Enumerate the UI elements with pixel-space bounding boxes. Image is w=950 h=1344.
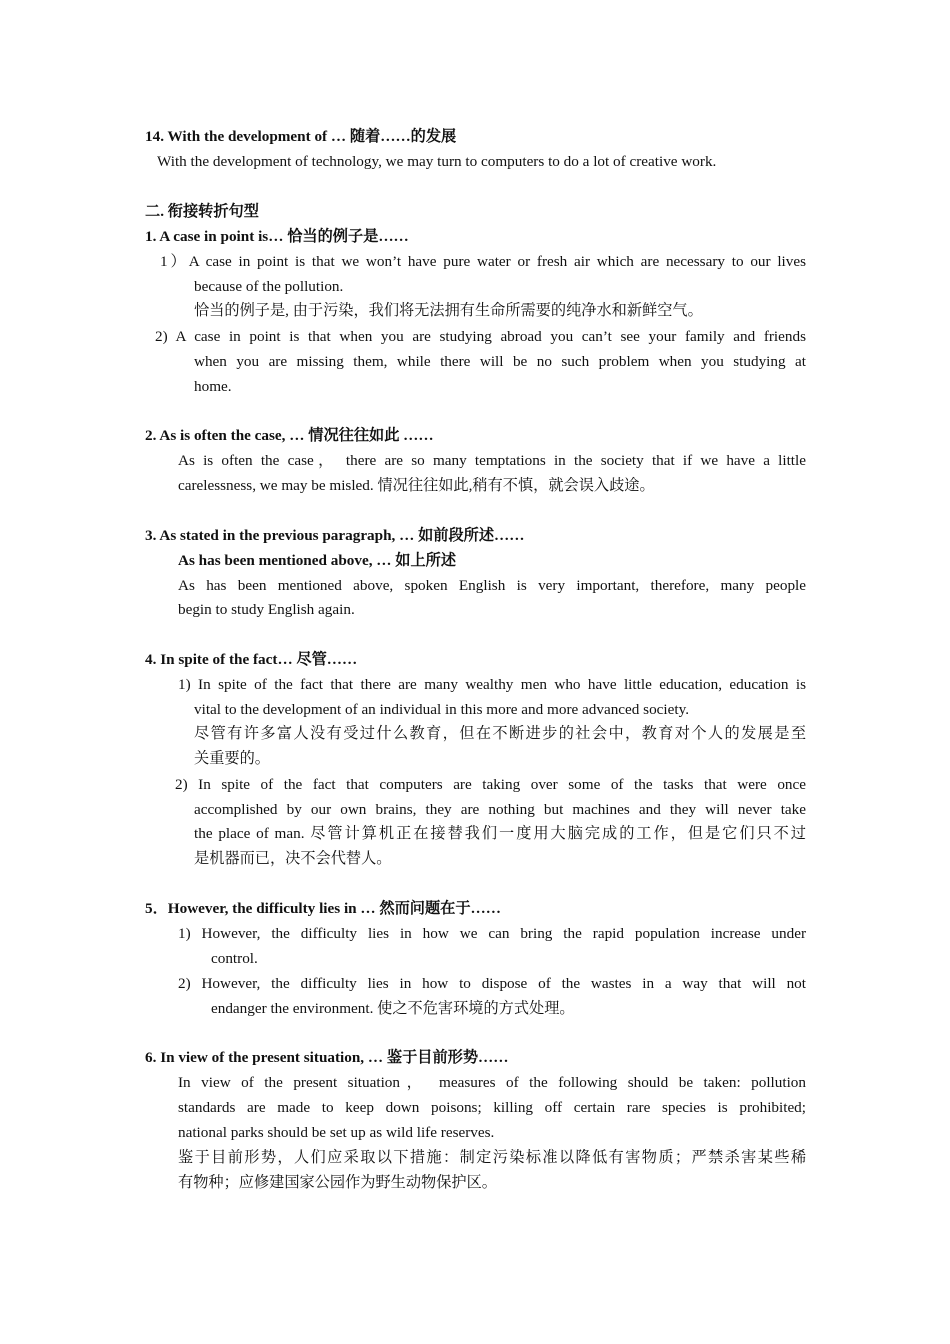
item-14-heading: 14. With the development of … 随着……的发展 [145,128,457,145]
item-1-example-2-line-1: 2) A case in point is that when you are studying abroad you can’t see your family and friends [155,328,806,345]
item-6-example-line-3: national parks should be set up as wild life reserves. [178,1124,495,1141]
item-3-subheading: As has been mentioned above, … 如上所述 [178,552,457,569]
item-2-example-line-2: carelessness, we may be misled. 情况往往如此,稍有不慎，就会误入歧途。 [178,477,655,494]
item-4-example-2-line-2: accomplished by our own brains, they are nothing but machines and they will never take [194,801,806,818]
item-2-example-line-1: As is often the case， there are so many temptations in the society that if we have a little [178,452,806,469]
item-5-example-2-line-1: 2) However, the difficulty lies in how to dispose of the wastes in a way that will not [178,975,806,992]
item-4-heading: 4. In spite of the fact… 尽管…… [145,651,358,668]
item-5-example-1-line-2: control. [211,950,258,967]
item-5-example-1-line-1: 1) However, the difficulty lies in how we can bring the rapid population increase under [178,925,806,942]
item-1-example-2-line-3: home. [194,378,232,395]
item-3-heading: 3. As stated in the previous paragraph, … 如前段所述…… [145,527,525,544]
item-1-heading: 1. A case in point is… 恰当的例子是…… [145,228,409,245]
item-6-example-line-2: standards are made to keep down poisons; killing off certain rare species is prohibited; [178,1099,806,1116]
item-6-translation-line-2: 有物种；应修建国家公园作为野生动物保护区。 [178,1174,497,1191]
item-1-example-1-translation: 恰当的例子是, 由于污染，我们将无法拥有生命所需要的纯净水和新鲜空气。 [194,302,703,319]
item-4-example-1-line-2: vital to the development of an individual in this more and more advanced society. [194,701,690,718]
item-5-example-2-line-2: endanger the environment. 使之不危害环境的方式处理。 [211,1000,575,1017]
item-14-example: With the development of technology, we may turn to computers to do a lot of creative work. [157,153,717,170]
item-4-example-2-line-3: the place of man. 尽管计算机正在接替我们一度用大脑完成的工作，但是它们只不过 [194,825,806,842]
item-3-example-line-1: As has been mentioned above, spoken English is very important, therefore, many people [178,577,806,594]
section-2-title: 二. 衔接转折句型 [145,203,259,220]
item-4-example-2-line-1: 2) In spite of the fact that computers are taking over some of the tasks that were once [175,776,806,793]
item-4-example-1-translation-2: 关重要的。 [194,750,270,767]
item-4-example-1-line-1: 1) In spite of the fact that there are many wealthy men who have little education, education is [178,676,806,693]
item-4-example-2-line-4: 是机器而已，决不会代替人。 [194,850,392,867]
item-6-translation-line-1: 鉴于目前形势，人们应采取以下措施：制定污染标准以降低有害物质；严禁杀害某些稀 [178,1149,806,1166]
item-2-heading: 2. As is often the case, … 情况往往如此 …… [145,427,434,444]
item-3-example-line-2: begin to study English again. [178,601,355,618]
item-6-heading: 6. In view of the present situation, … 鉴于目前形势…… [145,1049,509,1066]
item-1-example-1-line-2: because of the pollution. [194,278,344,295]
item-1-example-1-line-1: 1）A case in point is that we won’t have pure water or fresh air which are necessary to our lives [160,253,806,270]
item-6-example-line-1: In view of the present situation， measures of the following should be taken: pollution [178,1074,806,1091]
item-4-example-1-translation-1: 尽管有许多富人没有受过什么教育，但在不断进步的社会中，教育对个人的发展是至 [194,725,806,742]
item-5-heading: 5．However, the difficulty lies in … 然而问题在于…… [145,900,501,917]
item-1-example-2-line-2: when you are missing them, while there will be no such problem when you studying at [194,353,806,370]
